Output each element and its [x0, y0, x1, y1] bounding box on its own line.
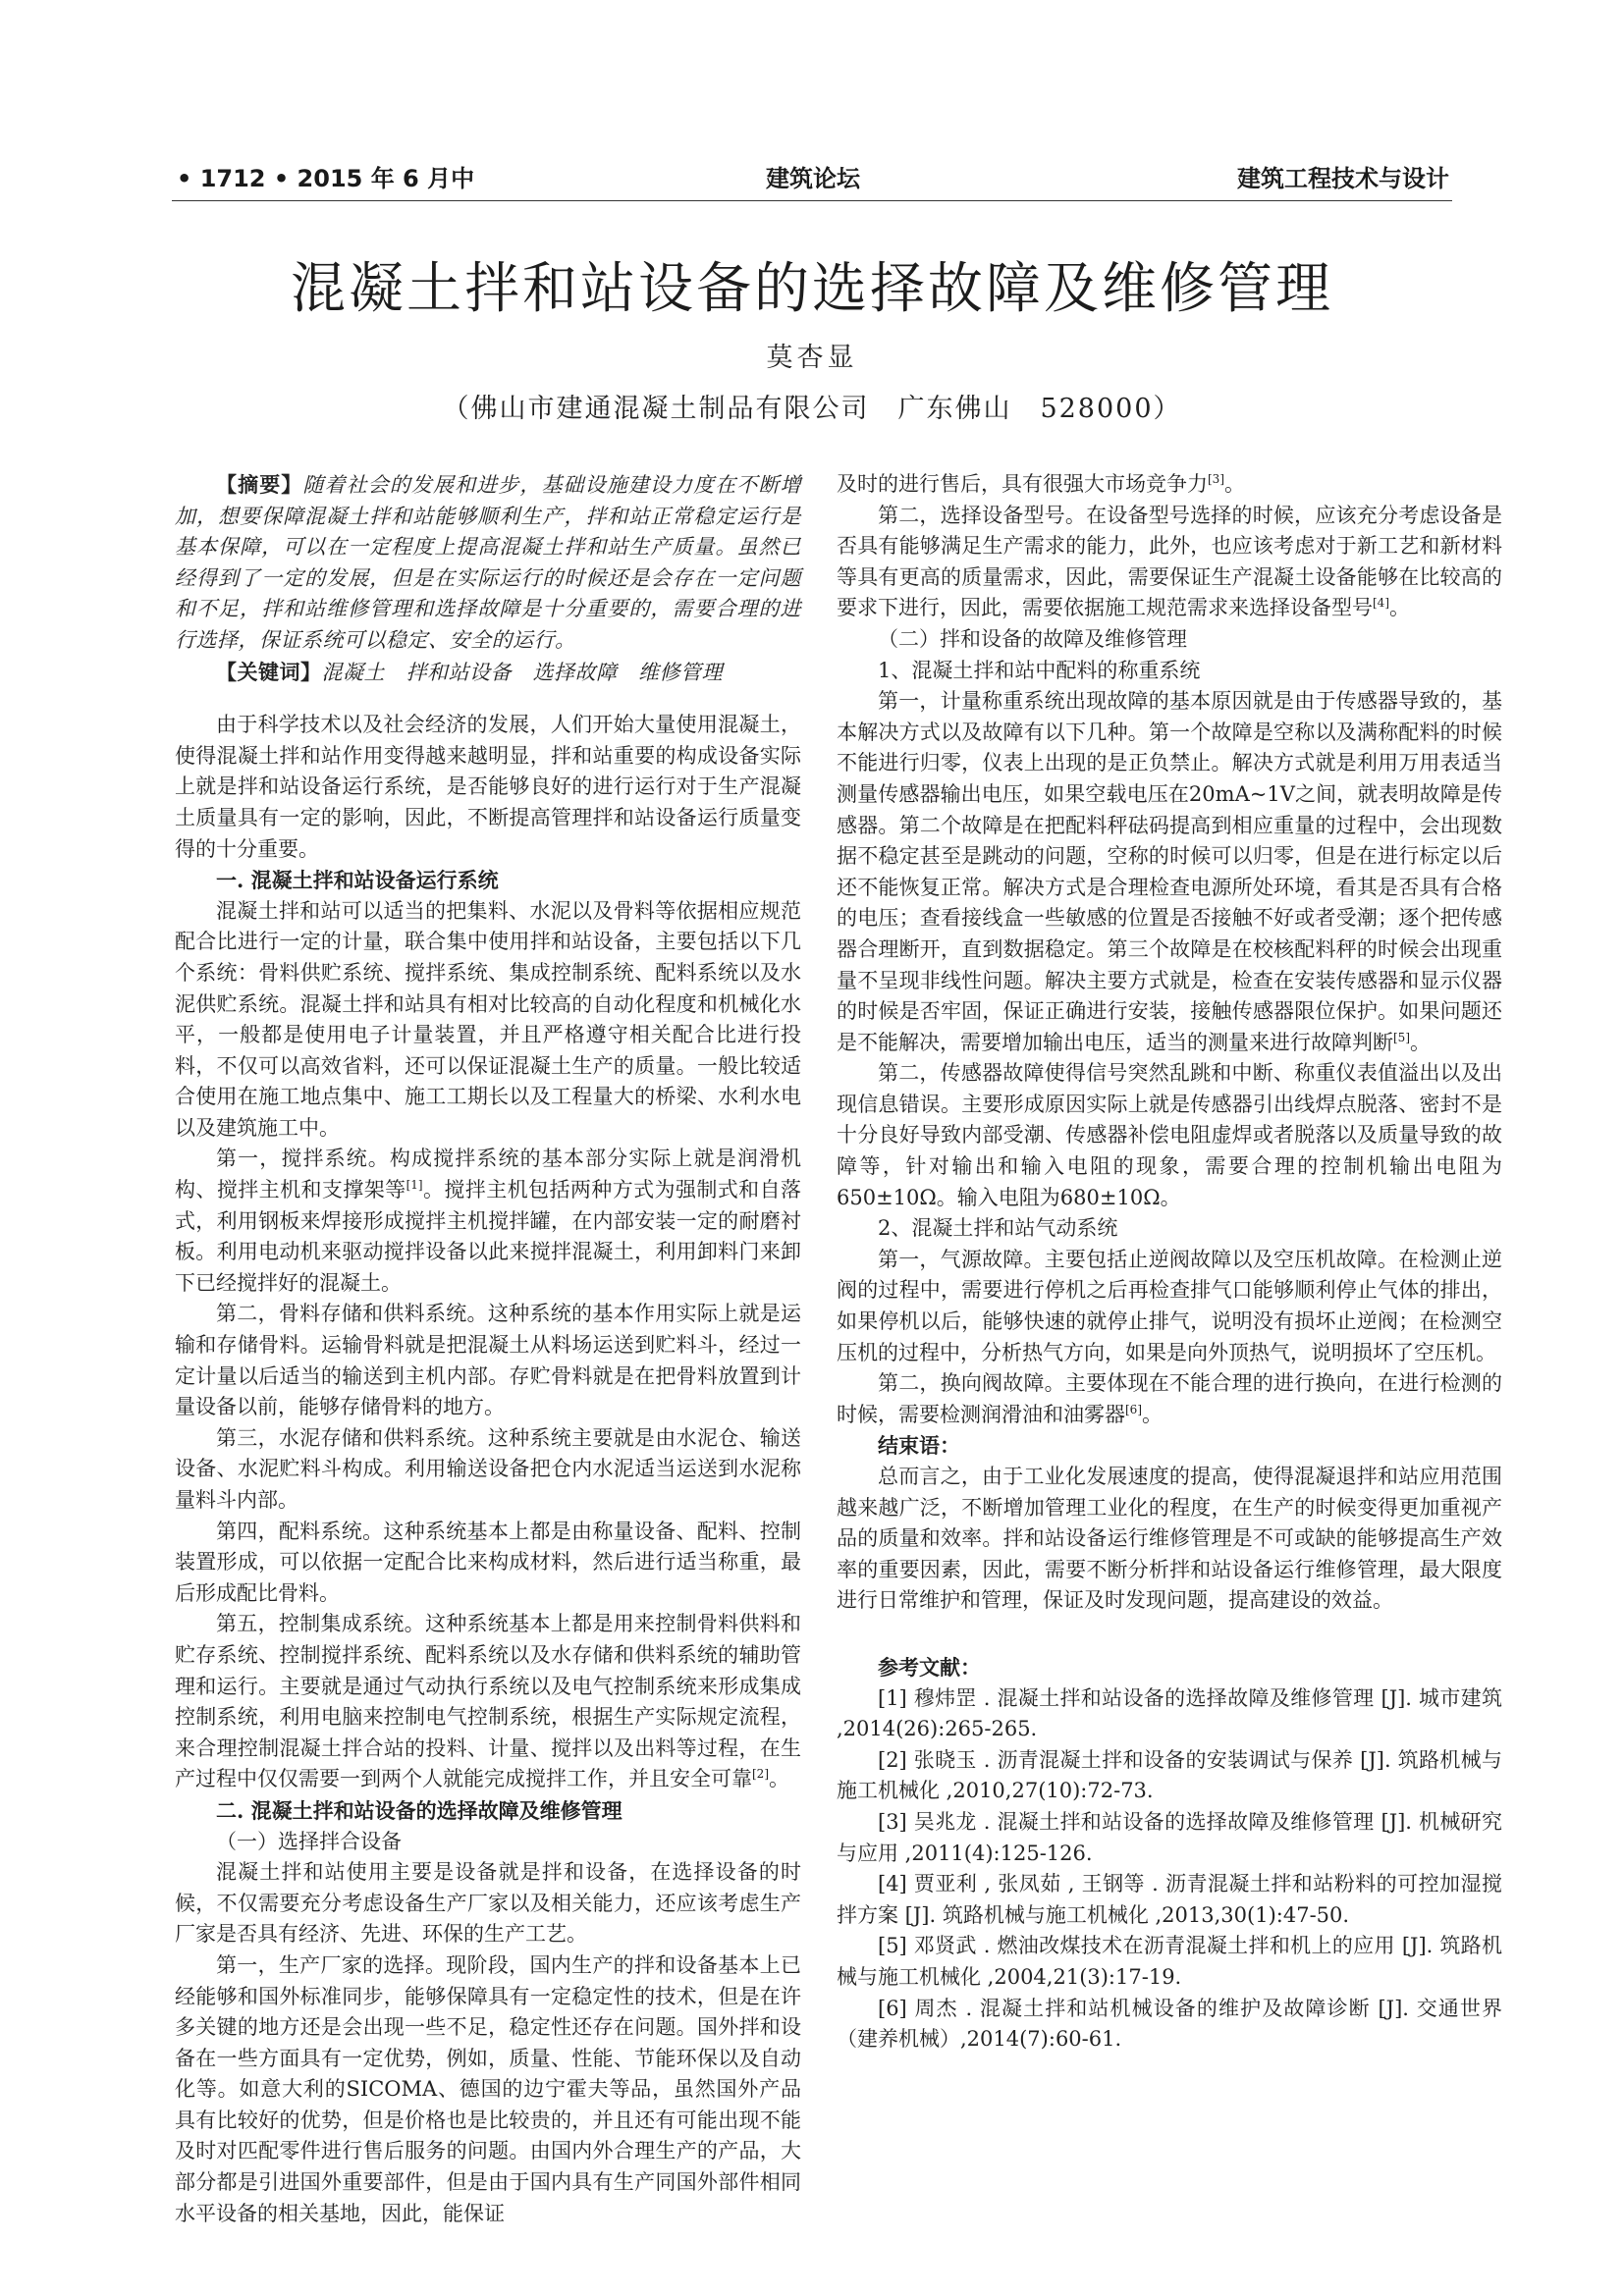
text-run: [3] 吴兆龙 . 混凝土拌和站设备的选择故障及维修管理 [J]. 机械研究与应用 ,2011(4):125-126. — [837, 1809, 1502, 1865]
text-run: 混凝土拌和站使用主要是设备就是拌和设备，在选择设备的时候，不仅需要充分考虑设备生产厂家以及相关能力，还应该考虑生产厂家是否具有经济、先进、环保的生产工艺。 — [175, 1860, 801, 1947]
text-run: 第四，配料系统。这种系统基本上都是由称量设备、配料、控制装置形成，可以依据一定配合比来构成材料，然后进行适当称重，最后形成配比骨料。 — [175, 1519, 801, 1605]
reference-item — [837, 1683, 1502, 1745]
text-run: [1] 穆炜罡 . 混凝土拌和站设备的选择故障及维修管理 [J]. 城市建筑 ,2014(26):265-265. — [837, 1685, 1502, 1741]
citation-mark: [4] — [1373, 596, 1389, 611]
paragraph — [175, 1857, 801, 1950]
text-run: 。 — [769, 1767, 789, 1791]
text-run: 。 — [1389, 596, 1410, 620]
text-run: 第二，换向阀故障。主要体现在不能合理的进行换向，在进行检测的时候，需要检测润滑油和油雾器 — [837, 1371, 1502, 1426]
spacer — [837, 1617, 1502, 1638]
header-page-info: • 1712 • 2015 年 6 月中 — [177, 165, 475, 192]
subsection-heading — [837, 624, 1502, 656]
paragraph — [837, 1058, 1502, 1213]
subsection-heading — [175, 1827, 801, 1858]
text-run: 。 — [1224, 472, 1245, 496]
text-run: 。搅拌主机包括两种方式为强制式和自落式，利用钢板来焊接形成搅拌主机搅拌罐，在内部安装一定的耐磨衬板。利用电动机来驱动搅拌设备以此来搅拌混凝土，利用卸料门来卸下已经搅拌好的混凝土。 — [175, 1178, 802, 1295]
text-run: 1、混凝土拌和站中配料的称重系统 — [878, 658, 1201, 682]
text-run: 混凝土拌和站可以适当的把集料、水泥以及骨料等依据相应规范配合比进行一定的计量，联合集中使用拌和站设备，主要包括以下几个系统：骨料供贮系统、搅拌系统、集成控制系统、配料系统以及水泥供贮系统。混凝土拌和站具有相对比较高的自动化程度和机械化水平，一般都是使用电子计量装置，并且严格遵守相关配合比进行投料，不仅可以高效省料，还可以保证混凝土生产的质量。一般比较适合使用在施工地点集中、施工工期长以及工程量大的桥梁、水利水电以及建筑施工中。 — [175, 898, 801, 1140]
references-heading — [837, 1652, 1502, 1683]
subsubsection-heading — [837, 656, 1502, 687]
paragraph — [837, 1245, 1502, 1368]
text-run: [6] 周杰 . 混凝土拌和站机械设备的维护及故障诊断 [J]. 交通世界（建养机械）,2014(7):60-61. — [837, 1996, 1502, 2052]
header-journal-column: 建筑工程技术与设计 — [1237, 165, 1449, 192]
paragraph — [175, 1517, 801, 1610]
abstract — [175, 469, 801, 657]
abstract-text: 随着社会的发展和进步，基础设施建设力度在不断增加，想要保障混凝土拌和站能够顺利生产，拌和站正常稳定运行是基本保障，可以在一定程度上提高混凝土拌和站生产质量。虽然已经得到了一定的发展，但是在实际运行的时候还是会存在一定问题和不足，拌和站维修管理和选择故障是十分重要的，需要合理的进行选择，保证系统可以稳定、安全的运行。 — [175, 473, 802, 652]
text-run: 结束语： — [878, 1433, 960, 1459]
text-run: 第一，搅拌系统。构成搅拌系统的基本部分实际上就是润滑机构、搅拌主机和支撑架等 — [175, 1147, 801, 1202]
text-run: [2] 张晓玉 . 沥青混凝土拌和设备的安装调试与保养 [J]. 筑路机械与施工机械化 ,2010,27(10):72-73. — [837, 1747, 1502, 1803]
citation-mark: [6] — [1125, 1402, 1142, 1416]
paragraph — [837, 1462, 1502, 1617]
keywords — [175, 657, 801, 689]
reference-item — [837, 1994, 1502, 2056]
reference-item — [837, 1869, 1502, 1931]
abstract-label: 【摘要】 — [216, 472, 303, 497]
citation-mark: [5] — [1393, 1030, 1410, 1044]
left-column — [175, 469, 801, 2229]
paragraph — [837, 1368, 1502, 1430]
section-heading — [175, 865, 801, 896]
text-run: 第二，传感器故障使得信号突然乱跳和中断、称重仪表值溢出以及出现信息错误。主要形成原因实际上就是传感器引出线焊点脱落、密封不是十分良好导致内部受潮、传感器补偿电阻虚焊或者脱落以及质量导致的故障等，针对输出和输入电阻的现象，需要合理的控制机输出电阻为650±10Ω。输入电阻为680±10Ω。 — [837, 1061, 1502, 1209]
article-title: 混凝土拌和站设备的选择故障及维修管理 — [291, 257, 1333, 321]
text-run: 一. 混凝土拌和站设备运行系统 — [216, 868, 499, 893]
text-run: [4] 贾亚利 , 张凤茹 , 王钢等 . 沥青混凝土拌和站粉料的可控加湿搅拌方案 [J]. 筑路机械与施工机械化 ,2013,30(1):47-50. — [837, 1872, 1502, 1927]
spacer — [175, 688, 801, 710]
section-heading — [175, 1795, 801, 1827]
text-run: 第二，骨料存储和供料系统。这种系统的基本作用实际上就是运输和存储骨料。运输骨料就是把混凝土从料场运送到贮料斗，经过一定计量以后适当的输送到主机内部。存贮骨料就是在把骨料放置到计量设备以前，能够存储骨料的地方。 — [175, 1302, 801, 1419]
header-rule — [172, 200, 1452, 201]
text-run: 第一，计量称重系统出现故障的基本原因就是由于传感器导致的，基本解决方式以及故障有以下几种。第一个故障是空称以及满称配料的时候不能进行归零，仪表上出现的是正负禁止。解决方式就是利用万用表适当测量传感器输出电压，如果空载电压在20mA~1V之间，就表明故障是传感器。第二个故障是在把配料秤砝码提高到相应重量的过程中，会出现数据不稳定甚至是跳动的问题，空称的时候可以归零，但是在进行标定以后还不能恢复正常。解决方式是合理检查电源所处环境，看其是否具有合格的电压；查看接线盒一些敏感的位置是否接触不好或者受潮；逐个把传感器合理断开，直到数据稳定。第三个故障是在校核配料秤的时候会出现重量不呈现非线性问题。解决主要方式就是，检查在安装传感器和显示仪器的时候是否牢固，保证正确进行安装，接触传感器限位保护。如果问题还是不能解决，需要增加输出电压，适当的测量来进行故障判断 — [837, 689, 1502, 1054]
right-column — [837, 469, 1502, 2056]
citation-mark: [1] — [406, 1178, 423, 1193]
paragraph — [175, 1299, 801, 1422]
text-run: 。 — [1142, 1402, 1163, 1426]
author-affiliation: （佛山市建通混凝土制品有限公司 广东佛山 528000） — [442, 394, 1182, 424]
text-run: 及时的进行售后，具有很强大市场竞争力 — [837, 472, 1208, 496]
paragraph — [175, 1950, 801, 2229]
paragraph — [837, 501, 1502, 624]
article-author: 莫杏显 — [766, 343, 858, 373]
keywords-label: 【关键词】 — [216, 659, 322, 684]
paragraph — [175, 710, 801, 865]
text-run: 第三，水泥存储和供料系统。这种系统主要就是由水泥仓、输送设备、水泥贮料斗构成。利用输送设备把仓内水泥适当运送到水泥称量料斗内部。 — [175, 1425, 801, 1512]
paragraph — [175, 1609, 801, 1795]
text-run: （一）选择拌合设备 — [216, 1829, 402, 1853]
text-run: 。 — [1410, 1030, 1431, 1054]
section-heading — [837, 1430, 1502, 1462]
paragraph — [175, 1144, 801, 1299]
reference-item — [837, 1745, 1502, 1807]
reference-item — [837, 1931, 1502, 1993]
paragraph — [175, 1423, 801, 1517]
text-run: 第二，选择设备型号。在设备型号选择的时候，应该充分考虑设备是否具有能够满足生产需求的能力，此外，也应该考虑对于新工艺和新材料等具有更高的质量需求，因此，需要保证生产混凝土设备能够在比较高的要求下进行，因此，需要依据施工规范需求来选择设备型号 — [837, 503, 1502, 620]
text-run: （二）拌和设备的故障及维修管理 — [878, 626, 1187, 651]
header-section: 建筑论坛 — [766, 165, 860, 192]
text-run: 参考文献： — [878, 1654, 981, 1680]
paragraph — [837, 469, 1502, 501]
citation-mark: [2] — [752, 1767, 769, 1782]
keywords-text: 混凝土 拌和站设备 选择故障 维修管理 — [321, 660, 723, 684]
text-run: 第一，气源故障。主要包括止逆阀故障以及空压机故障。在检测止逆阀的过程中，需要进行停机之后再检查排气口能够顺利停止气体的排出，如果停机以后，能够快速的就停止排气，说明没有损坏止逆阀；在检测空压机的过程中，分析热气方向，如果是向外顶热气，说明损坏了空压机。 — [837, 1247, 1502, 1364]
text-run: 由于科学技术以及社会经济的发展，人们开始大量使用混凝土，使得混凝土拌和站作用变得越来越明显，拌和站重要的构成设备实际上就是拌和站设备运行系统，是否能够良好的进行运行对于生产混凝土质量具有一定的影响，因此，不断提高管理拌和站设备运行质量变得的十分重要。 — [175, 713, 801, 861]
text-run: 二. 混凝土拌和站设备的选择故障及维修管理 — [216, 1797, 623, 1823]
text-run: 2、混凝土拌和站气动系统 — [878, 1216, 1118, 1241]
running-header — [177, 159, 1449, 198]
text-run: 总而言之，由于工业化发展速度的提高，使得混凝退拌和站应用范围越来越广泛，不断增加管理工业化的程度，在生产的时候变得更加重视产品的质量和效率。拌和站设备运行维修管理是不可或缺的能够提高生产效率的重要因素，因此，需要不断分析拌和站设备运行维修管理，最大限度进行日常维护和管理，保证及时发现问题，提高建设的效益。 — [837, 1465, 1502, 1613]
reference-item — [837, 1807, 1502, 1869]
citation-mark: [3] — [1208, 472, 1224, 486]
paragraph — [175, 896, 801, 1145]
text-run: [5] 邓贤武 . 燃油改煤技术在沥青混凝土拌和机上的应用 [J]. 筑路机械与施工机械化 ,2004,21(3):17-19. — [837, 1934, 1502, 1989]
subsubsection-heading — [837, 1213, 1502, 1245]
text-run: 第一，生产厂家的选择。现阶段，国内生产的拌和设备基本上已经能够和国外标准同步，能够保障具有一定稳定性的技术，但是在许多关键的地方还是会出现一些不足，稳定性还存在问题。国外拌和设备在一些方面具有一定优势，例如，质量、性能、节能环保以及自动化等。如意大利的SICOMA、德国的边宁霍夫等品，虽然国外产品具有比较好的优势，但是价格也是比较贵的，并且还有可能出现不能及时对匹配零件进行售后服务的问题。由国内外合理生产的产品，大部分都是引进国外重要部件，但是由于国内具有生产同国外部件相同水平设备的相关基地，因此，能保证 — [175, 1952, 801, 2225]
text-run: 第五，控制集成系统。这种系统基本上都是用来控制骨料供料和贮存系统、控制搅拌系统、配料系统以及水存储和供料系统的辅助管理和运行。主要就是通过气动执行系统以及电气控制系统来形成集成控制系统，利用电脑来控制电气控制系统，根据生产实际规定流程，来合理控制混凝土拌合站的投料、计量、搅拌以及出料等过程，在生产过程中仅仅需要一到两个人就能完成搅拌工作，并且安全可靠 — [175, 1612, 801, 1791]
paragraph — [837, 686, 1502, 1058]
